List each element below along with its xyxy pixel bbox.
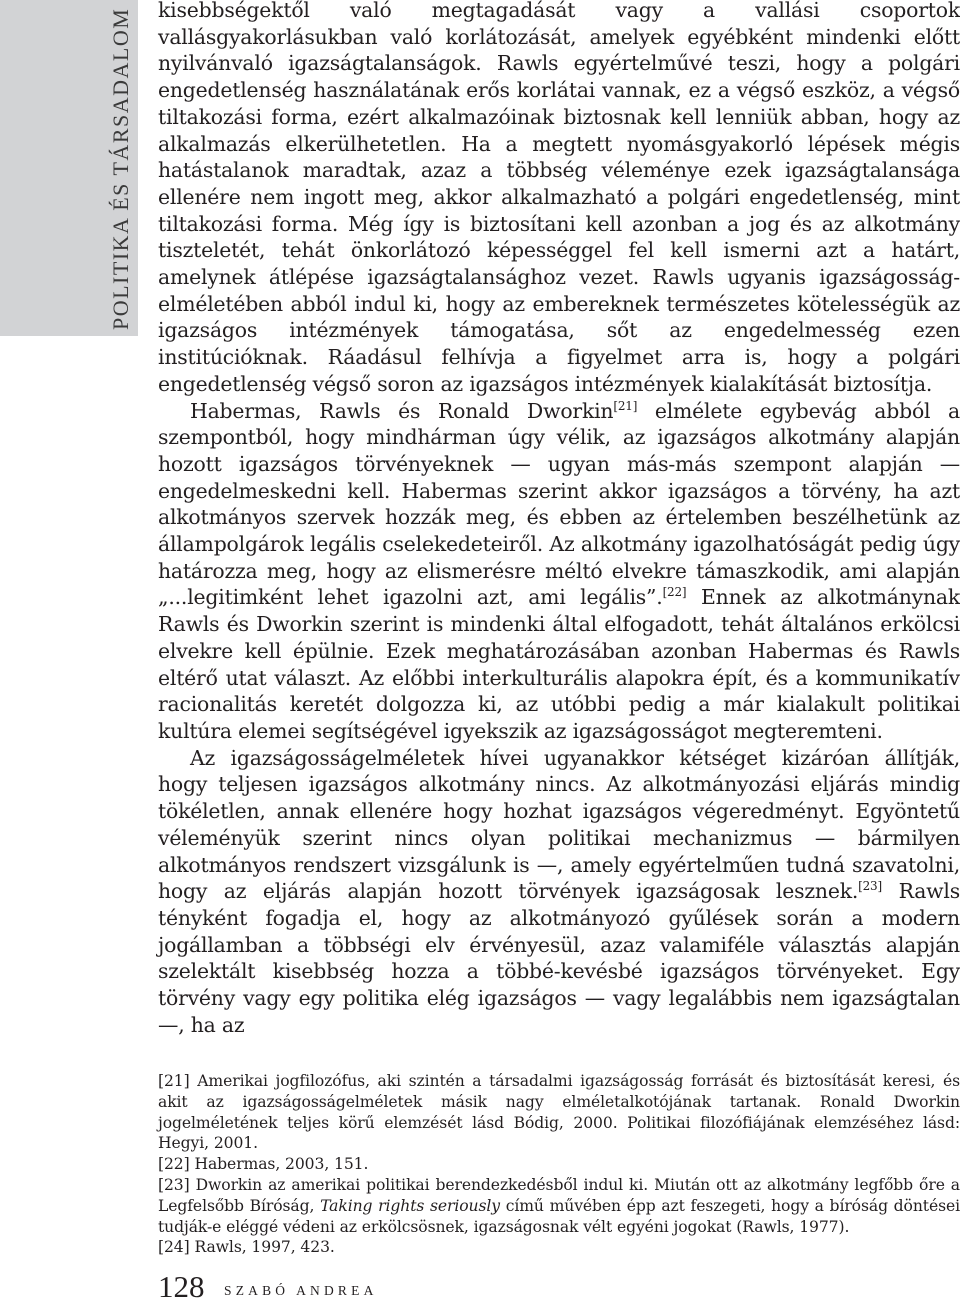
footnote [158, 1154, 960, 1175]
page-number: 128 [158, 1269, 205, 1304]
paragraph [158, 398, 960, 745]
paragraph-text: Ennek az alkotmánynak Rawls és Dworkin szerint is mindenki által elfogadott, tehát általános erkölcsi elvekre kell épülnie. Ezek meghatározásában azonban Habermas és Rawls eltérő utat választ. Az előbbi interkulturális alapokra épít, és a kommunikatív racionalitás keretét dolgozza ki, az utóbbi pedig a már kialakult politikai kultúra elemei segítségével igyekszik az igazságosságot megteremteni. [158, 585, 960, 743]
footnote-ref[interactable]: [21] [613, 398, 638, 413]
footnote-text: című művében épp azt feszegeti, hogy a bíróság döntései tudják-e eléggé védeni az erkölcsösnek, igazságosnak vélt egyéni jogokat (Rawls, 1977). [158, 1196, 960, 1236]
footnote-number: [24] [158, 1238, 190, 1257]
main-text [158, 0, 960, 1038]
footnote [158, 1175, 960, 1237]
footnote-text: Habermas, 2003, 151. [194, 1155, 369, 1174]
paragraph [158, 745, 960, 1039]
paragraph-text: elmélete egybevág abból a szempontból, hogy mindhárman úgy vélik, az igazságos alkotmány alapján hozott igazságos törvényeknek — ugyan más-más szempont alapján — engedelmeskedni kell. Habermas szerint akkor igazságos a törvény, ha azt alkotmányos szervek hozzák meg, és ebben az értelemben beszélhetünk az állampolgárok legális cselekedeteiről. Az alkotmány igazolhatóságát pedig úgy határozza meg, hogy az elismerésre méltó elvekre támaszkodik, ami alapján „...legitimként lehet igazolni azt, ami legális”. [158, 398, 960, 610]
footnote-ref[interactable]: [23] [858, 879, 882, 894]
paragraph-text: Rawls tényként fogadja el, hogy az alkotmányozó gyűlések során a modern jogállamban a többségi elv érvényesül, azaz valamiféle választás alapján szelektált kisebbség hozza a többé-kevésbé igazságos törvényeket. Egy törvény vagy egy politika elég igazságos — vagy legalábbis nem igazságtalan —, ha az [158, 879, 960, 1037]
footnote-number: [23] [158, 1175, 190, 1194]
footnote-ref[interactable]: [22] [662, 585, 687, 600]
section-title: POLITIKA ÉS TÁRSADALOM [108, 7, 133, 330]
footnote-number: [21] [158, 1072, 190, 1090]
paragraph [158, 0, 960, 398]
footnote [158, 1237, 960, 1258]
footnote-text: Rawls, 1997, 423. [194, 1238, 335, 1257]
paragraph-text: Habermas, Rawls és Ronald Dworkin [190, 398, 614, 423]
paragraph-text: Az igazságosságelméletek hívei ugyanakkor kétséget kizáróan állítják, hogy teljesen igazságos alkotmány nincs. Az alkotmányozási eljárás mindig tökéletlen, annak ellenére hogy hozhat igazságos végeredményt. Egyöntetű véleményük szerint nincs olyan politikai mechanizmus — bármilyen alkotmányos rendszert vizsgálunk is —, amely egyértelműen tudná szavatolni, hogy az eljárás alapján hozott törvények igazságosak lesznek. [158, 745, 960, 904]
footnote-text: Amerikai jogfilozófus, aki szintén a társadalmi igazságosság forrását és biztosítását keresi, és akit az igazságosságelméletek másik nagy elméletalkotójának tartanak. Ronald Dworkin jogelméletének teljes körű elemzését lásd Bódig, 2000. Politikai filozófiájának elemzéséhez lásd: Hegyi, 2001. [158, 1072, 960, 1153]
footnote-text: Dworkin az amerikai politikai berendezkedésből indul ki. Miután ott az alkotmány legfőbb őre a Legfelsőbb Bíróság, [158, 1175, 960, 1215]
footnotes [158, 1071, 960, 1258]
paragraph-text: kisebbségektől való megtagadását vagy a vallási csoportok vallásgyakorlásukban való korlátozását, amelyek egyébként mindenki előtt nyilvánvaló igazságtalanságok. Rawls egyértelművé teszi, hogy a polgári engedetlenség használatának erős korlátai vannak, ez a végső eszköz, a végső tiltakozási forma, ezért alkalmazóinak biztosnak kell lenniük abban, hogy az alkalmazás elkerülhetetlen. Ha a megtett nyomásgyakorló lépések mégis hatástalanok maradtak, azaz a többség véleménye ezek igazságtalansága ellenére nem ingott meg, akkor alkalmazható a polgári engedetlenség, mint tiltakozási forma. Még így is biztosítani kell azonban a jog és az alkotmány tiszteletét, tehát önkorlátozó képességgel fel kell ismerni azt a határt, amelynek átlépése igazságtalansághoz vezet. Rawls ugyanis igazságosság-elméletében abból indul ki, hogy az embereknek természetes kötelességük az igazságos intézmények támogatása, sőt az engedelmesség ezen institúcióknak. Ráadásul felhívja a figyelmet arra is, hogy a polgári engedetlenség végső soron az igazságos intézmények kialakítását biztosítja. [158, 0, 960, 396]
footnote [158, 1071, 960, 1154]
book-title: Taking rights seriously [320, 1196, 500, 1215]
footnote-number: [22] [158, 1155, 190, 1174]
author-name: SZABÓ ANDREA [224, 1283, 378, 1298]
